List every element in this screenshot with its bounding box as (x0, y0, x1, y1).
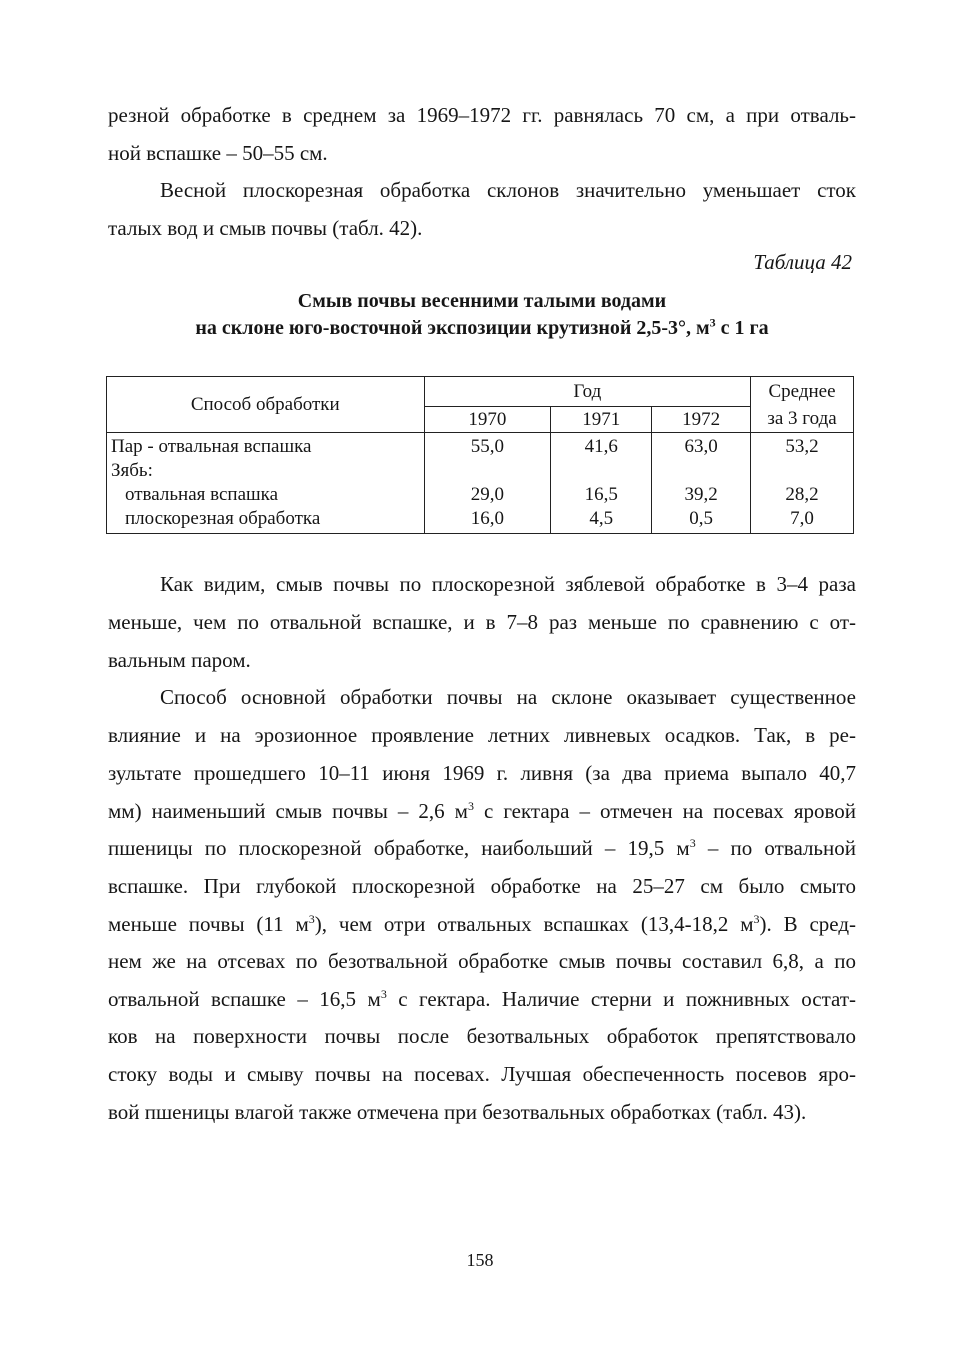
data-table (106, 376, 854, 534)
text-line: Способ основной обработки почвы на склоне оказывает существенное (160, 685, 856, 709)
header-year: Год (424, 377, 751, 407)
text-line: зультате прошедшего 10–11 июня 1969 г. ливня (за два приема выпало 40,7 (108, 761, 856, 785)
text-line: влияние и на эрозионное проявление летних ливневых осадков. Так, в ре- (108, 723, 856, 747)
page-number: 158 (466, 1250, 494, 1270)
row-labels (107, 433, 425, 534)
cell (555, 459, 647, 483)
row-label: Зябь: (111, 460, 153, 481)
text-line: вспашке. При глубокой плоскорезной обработке на 25–27 см было смыто (108, 874, 856, 898)
table-caption: Таблица 42 (753, 250, 852, 274)
row-label: Пар - отвальная вспашка (111, 436, 312, 457)
row-label: плоскорезная обработка (125, 508, 321, 529)
text-line: вой пшеницы влагой также отмечена при безотвальных обработках (табл. 43). (108, 1100, 807, 1124)
cell: 16,5 (584, 484, 618, 505)
text-line (108, 987, 856, 1011)
text-line: стоку воды и смыву почвы на посевах. Лучшая обеспеченность посевов яро- (108, 1062, 856, 1086)
text-line: резной обработке в среднем за 1969–1972 гг. равнялась 70 см, а при отваль- (108, 103, 856, 127)
cell (755, 459, 849, 483)
text-line: ков на поверхности почвы после безотвальных обработок препятствовало (108, 1024, 856, 1048)
cell: 63,0 (684, 436, 718, 457)
cell: 29,0 (470, 484, 505, 505)
superscript: 3 (380, 987, 387, 1001)
header-year-1972: 1972 (652, 407, 751, 433)
text-span: меньше почвы (11 м (108, 912, 309, 936)
text-line (108, 836, 856, 860)
text-line: Как видим, смыв почвы по плоскорезной зяблевой обработке в 3–4 раза (160, 572, 856, 596)
text-line: Весной плоскорезная обработка склонов значительно уменьшает сток (160, 178, 856, 202)
text-span: мм) наименьший смыв почвы – 2,6 м (108, 799, 468, 823)
col-avg (751, 433, 854, 534)
header-avg-line1: Среднее (751, 377, 854, 407)
text-span: – по отвальной (695, 836, 856, 860)
table-title-line2 (108, 317, 856, 340)
text-span: отвальной вспашке – 16,5 м (108, 987, 381, 1011)
cell (656, 459, 746, 483)
col-1971 (551, 433, 652, 534)
text-span: с гектара. Наличие стерни и пожнивных остат- (386, 987, 856, 1011)
cell: 16,0 (470, 508, 505, 529)
text-line (108, 799, 856, 823)
header-avg-line2: за 3 года (751, 407, 854, 433)
text-line: талых вод и смыв почвы (табл. 42). (108, 216, 423, 240)
text-span: с гектара – отмечен на посевах яровой (473, 799, 856, 823)
col-1972 (652, 433, 751, 534)
col-1970 (424, 433, 551, 534)
cell: 39,2 (684, 484, 718, 505)
cell: 41,6 (584, 436, 618, 457)
cell: 53,2 (785, 436, 819, 457)
text-line (108, 912, 856, 936)
superscript: 3 (467, 799, 474, 813)
superscript: 3 (753, 912, 760, 926)
cell (429, 459, 547, 483)
cell: 4,5 (589, 508, 614, 529)
text-span: пшеницы по плоскорезной обработке, наибольший – 19,5 м (108, 836, 690, 860)
superscript: 3 (689, 836, 696, 850)
text-line: вальным паром. (108, 648, 251, 672)
cell: 28,2 (785, 484, 819, 505)
table-title-line1: Смыв почвы весенними талыми водами (297, 290, 667, 312)
row-label: отвальная вспашка (125, 484, 279, 505)
text-span: ). В сред- (759, 912, 857, 936)
superscript: 3 (709, 315, 716, 330)
header-year-1971: 1971 (551, 407, 652, 433)
cell: 0,5 (689, 508, 713, 529)
cell: 55,0 (470, 436, 505, 457)
cell: 7,0 (790, 508, 814, 529)
text-span: ), чем отри отвальных вспашках (13,4-18,2 м (314, 912, 754, 936)
text-line: меньше, чем по отвальной вспашке, и в 7–8 раз меньше по сравнению с от- (108, 610, 856, 634)
text-line: нем же на отсевах по безотвальной обработке смыв почвы составил 6,8, а по (108, 949, 856, 973)
header-year-1970: 1970 (424, 407, 551, 433)
superscript: 3 (308, 912, 315, 926)
title-text: с 1 га (715, 317, 769, 339)
text-line: ной вспашке – 50–55 см. (108, 141, 328, 165)
title-text: на склоне юго-восточной экспозиции крутизной 2,5-3°, м (195, 317, 710, 339)
header-method: Способ обработки (107, 377, 425, 433)
table-body (107, 433, 854, 534)
